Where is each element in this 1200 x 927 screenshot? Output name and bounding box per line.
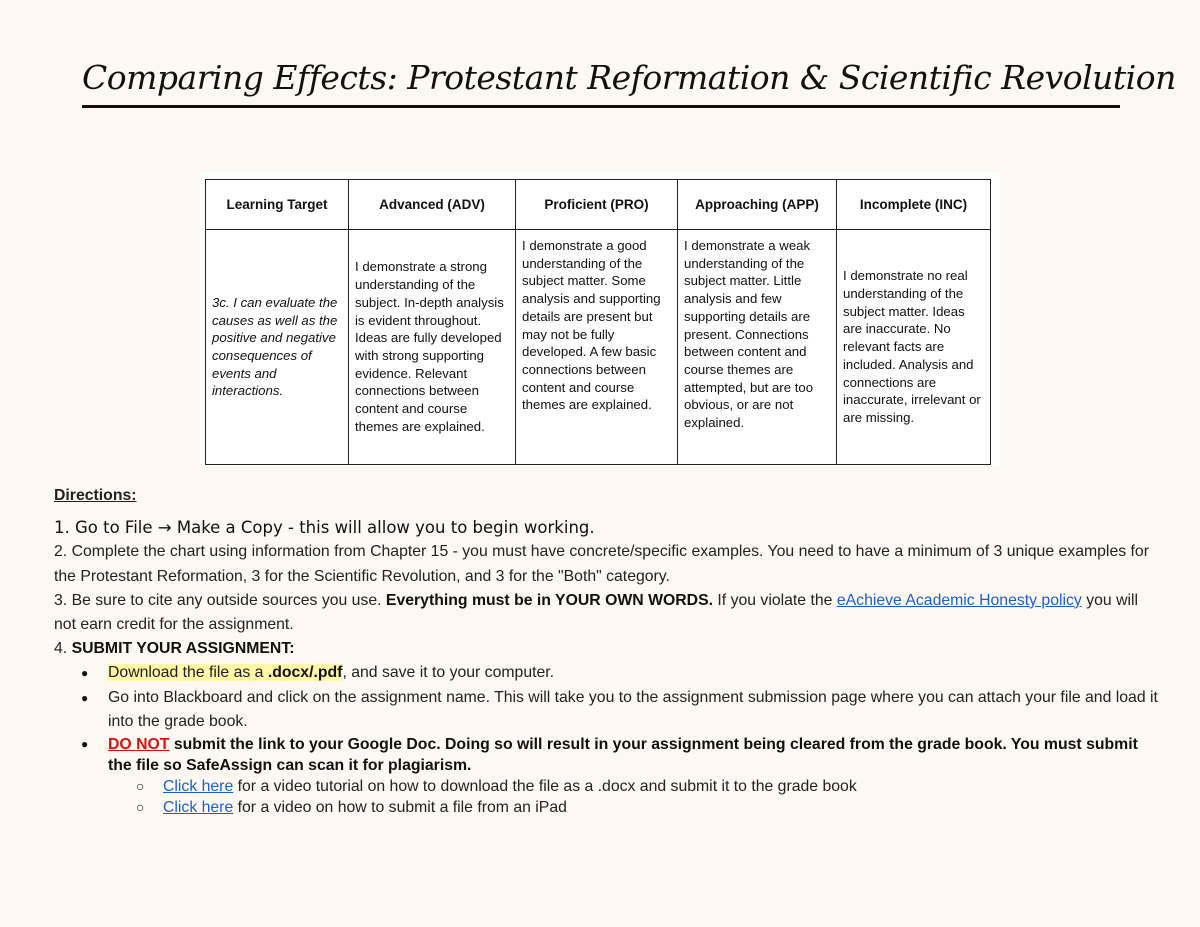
document-title: Comparing Effects: Protestant Reformation & Scientific Revolution [82, 58, 1176, 97]
submit-heading: SUBMIT YOUR ASSIGNMENT: [71, 640, 295, 658]
warning-text: submit the link to your Google Doc. Doing so will result in your assignment being cleared from the grade book. You must submit the file so SafeAssign can scan it for plagiarism. [108, 736, 1138, 775]
advanced-cell: I demonstrate a strong understanding of the subject. In-depth analysis is evident throughout. Ideas are fully developed with strong supporting evidence. Relevant connections between content and course themes are explained. [349, 230, 516, 465]
step-3-text-3: you will not earn credit for the assignment. [54, 591, 1139, 634]
file-format-text: .docx/.pdf [267, 664, 343, 682]
step-3 [54, 589, 1164, 637]
video-tutorial-text: for a video tutorial on how to download the file as a .docx and submit it to the grade book [233, 778, 857, 796]
header-proficient: Proficient (PRO) [516, 180, 678, 230]
highlighted-text [108, 664, 342, 681]
step-4-number: 4. [54, 640, 72, 658]
list-item [163, 797, 1164, 818]
list-item: ● Go into Blackboard and click on the assignment name. This will take you to the assignment submission page where you can attach your file and load it into the grade book. [108, 686, 1164, 734]
directions-heading: Directions: [54, 487, 137, 504]
list-item [163, 776, 1164, 797]
step-3-text-2: If you violate the [713, 591, 837, 609]
step-3-text: 3. Be sure to cite any outside sources you use. [54, 591, 386, 609]
rubric-row [206, 230, 991, 465]
list-item [108, 734, 1164, 818]
ipad-video-text: for a video on how to submit a file from an iPad [233, 799, 567, 817]
submit-steps-list [54, 661, 1164, 818]
rubric-header-row [206, 180, 991, 230]
video-tutorial-link[interactable]: Click here [163, 778, 234, 796]
header-learning-target: Learning Target [206, 180, 349, 230]
directions-section [54, 484, 1164, 818]
rubric-table [205, 179, 991, 465]
step-4 [54, 637, 1164, 661]
header-approaching: Approaching (APP) [678, 180, 837, 230]
honesty-policy-link[interactable]: eAchieve Academic Honesty policy [836, 591, 1082, 609]
list-item [108, 661, 1164, 685]
do-not-warning: DO NOT [108, 736, 170, 754]
proficient-cell: I demonstrate a good understanding of the subject matter. Some analysis and supporting details are present but may not be fully developed. A few basic connections between content and course themes are explained. [516, 230, 678, 465]
rubric-image [200, 172, 1000, 466]
download-text: Download the file as a [108, 664, 268, 682]
approaching-cell: I demonstrate a weak understanding of the subject matter. Little analysis and few supporting details are present. Connections between content and course themes are attempted, but are too obvious, or are not explained. [678, 230, 837, 465]
header-incomplete: Incomplete (INC) [837, 180, 991, 230]
incomplete-cell: I demonstrate no real understanding of the subject matter. Ideas are inaccurate. No relevant facts are included. Analysis and connections are inaccurate, irrelevant or are missing. [837, 230, 991, 465]
own-words-emphasis: Everything must be in YOUR OWN WORDS. [385, 591, 714, 609]
learning-target-cell: 3c. I can evaluate the causes as well as the positive and negative consequences of events and interactions. [206, 230, 349, 465]
header-advanced: Advanced (ADV) [349, 180, 516, 230]
step-2: 2. Complete the chart using information from Chapter 15 - you must have concrete/specific examples. You need to have a minimum of 3 unique examples for the Protestant Reformation, 3 for the Scientific Revolution, and 3 for the "Both" category. [54, 543, 1149, 585]
ipad-video-link[interactable]: Click here [163, 799, 234, 817]
step-1: 1. Go to File → Make a Copy - this will allow you to begin working. [54, 518, 595, 538]
title-underline [82, 105, 1120, 108]
video-links-list [108, 776, 1164, 818]
save-text: , and save it to your computer. [342, 664, 555, 682]
